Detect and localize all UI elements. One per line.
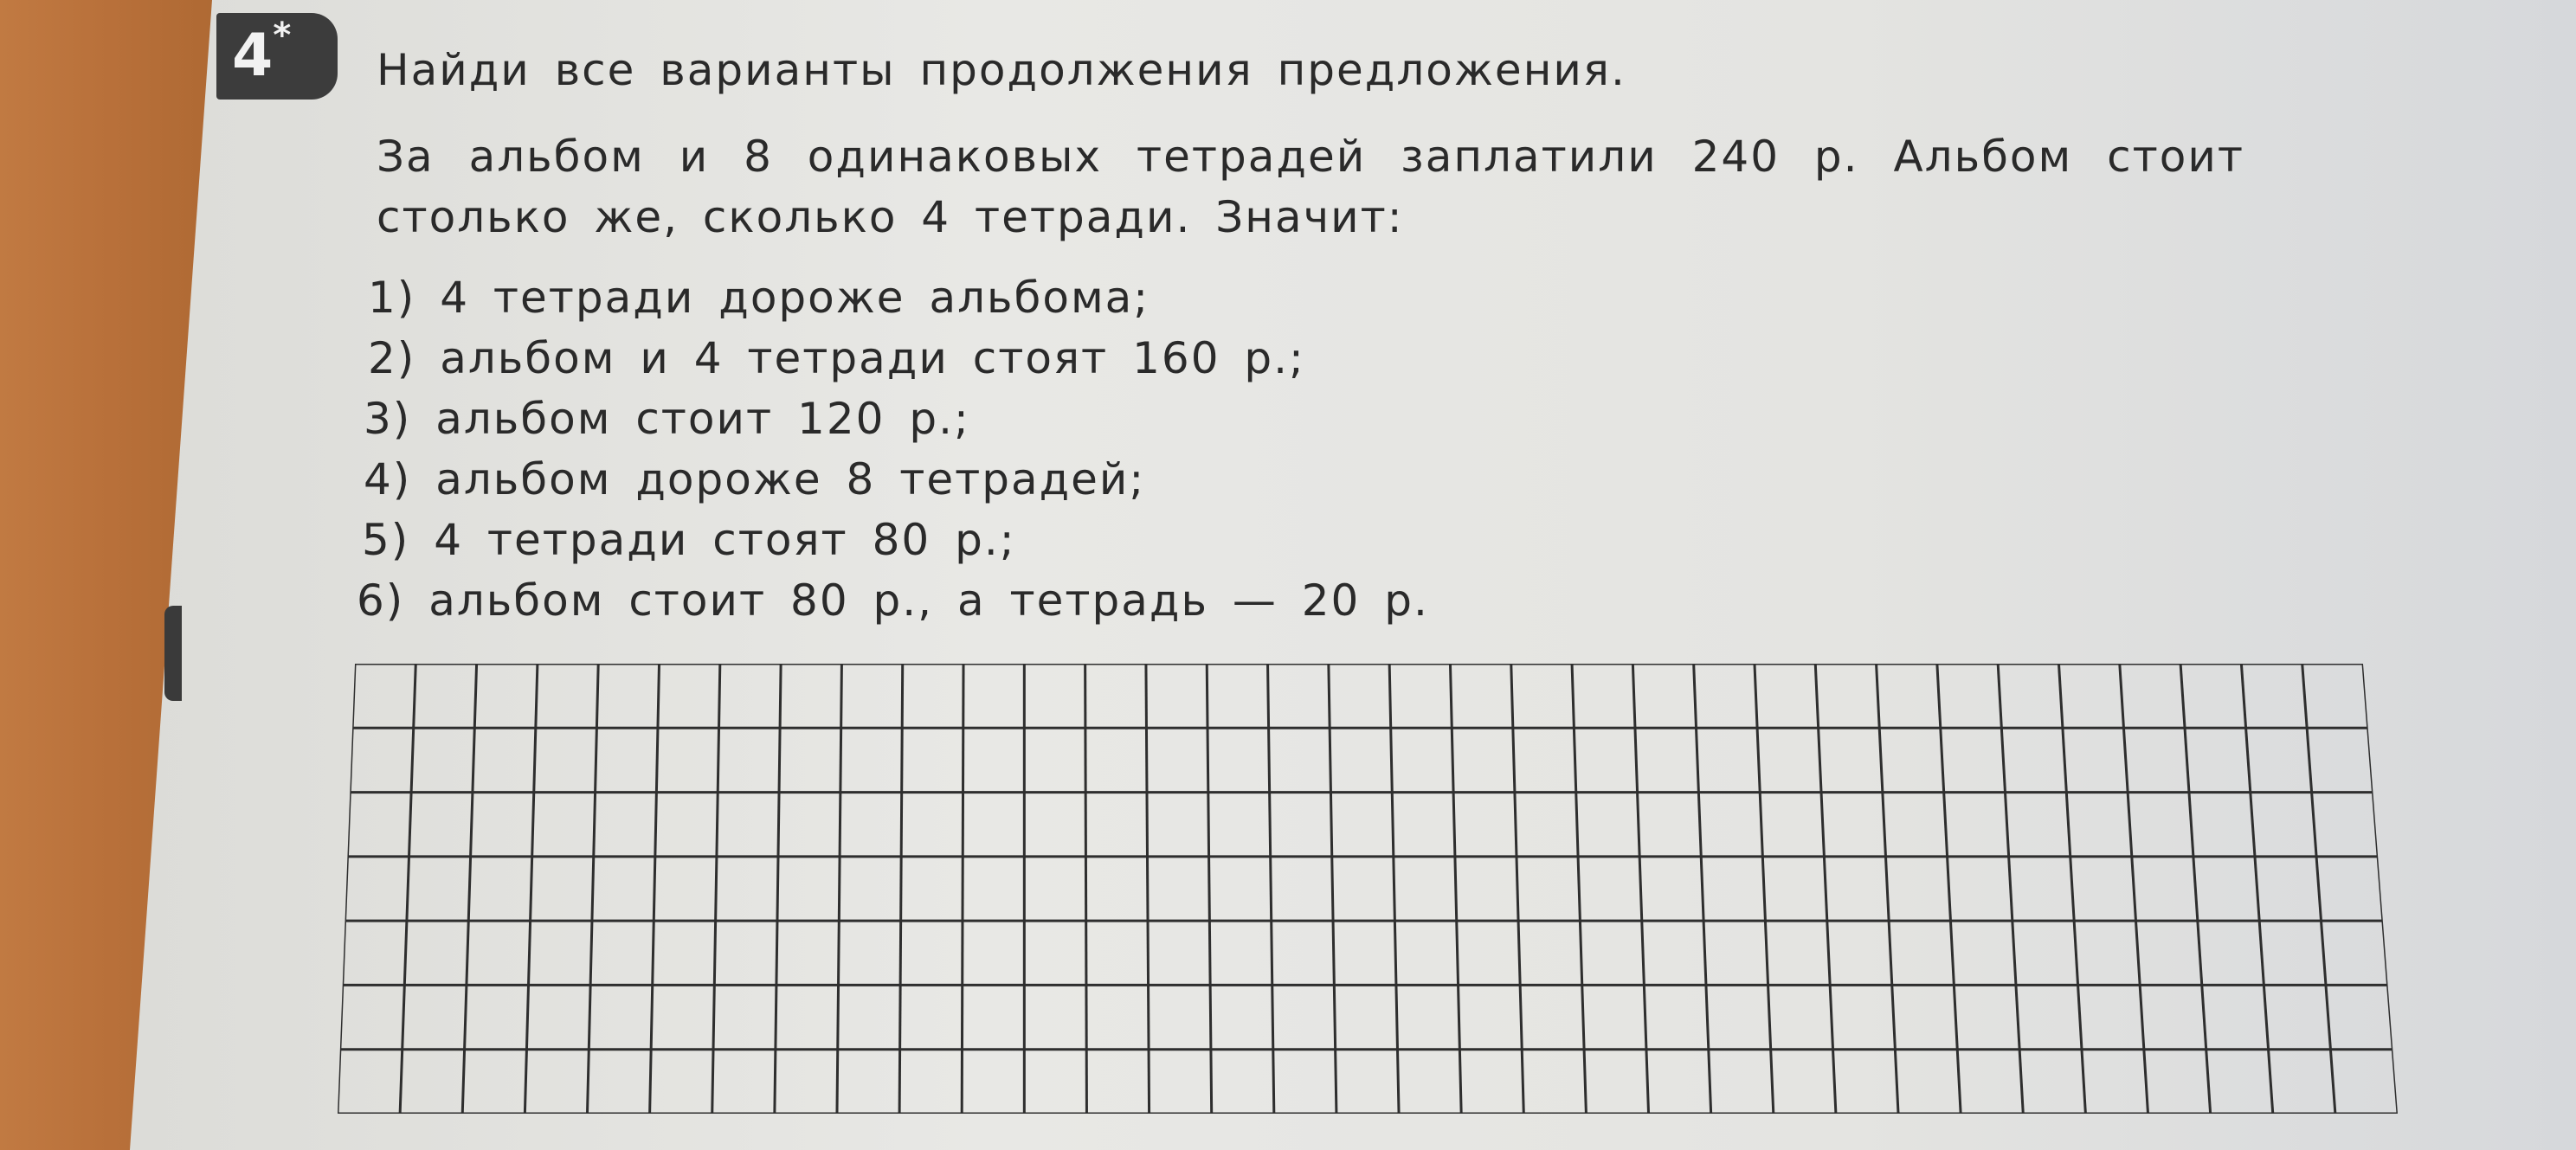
grid-column-line [2302, 664, 2335, 1114]
grid-column-line [2180, 664, 2211, 1114]
grid-column-line [1511, 664, 1524, 1114]
grid-column-line [1877, 664, 1898, 1114]
grid-column-line [2241, 664, 2272, 1114]
grid-column-line [462, 664, 476, 1114]
option-3: 3) альбом стоит 120 р.; [364, 394, 970, 444]
grid-column-line [1389, 664, 1399, 1114]
grid-column-line [1937, 664, 1961, 1114]
grid-column-line [1755, 664, 1774, 1114]
grid-column-line [587, 664, 598, 1114]
task-condition-line-2: столько же, сколько 4 тетради. Значит: [377, 192, 1404, 242]
option-5: 5) 4 тетради стоят 80 р.; [362, 515, 1016, 565]
grid-column-line [1633, 664, 1648, 1114]
grid-column-line [1572, 664, 1586, 1114]
task-heading: Найди все варианты продолжения предложения. [377, 45, 1626, 95]
option-2: 2) альбом и 4 тетради стоят 160 р.; [368, 333, 1305, 383]
grid-column-line [962, 664, 963, 1114]
option-1: 1) 4 тетради дороже альбома; [368, 273, 1150, 323]
grid-column-line [650, 664, 660, 1114]
grid-column-line [1207, 664, 1211, 1114]
grid-column-line [1146, 664, 1150, 1114]
page-edge-marker [164, 606, 182, 701]
grid-column-line [1815, 664, 1836, 1114]
task-condition-line-1: За альбом и 8 одинаковых тетрадей заплатили 240 р. Альбом стоит [377, 132, 2244, 182]
grid-column-line [2120, 664, 2148, 1114]
grid-column-line [712, 664, 720, 1114]
grid-column-line [2058, 664, 2085, 1114]
grid-column-line [1329, 664, 1336, 1114]
grid-column-line [1694, 664, 1711, 1114]
task-star-mark: * [273, 16, 292, 55]
answer-grid[interactable] [338, 664, 2398, 1114]
option-4: 4) альбом дороже 8 тетрадей; [364, 454, 1146, 504]
grid-column-line [899, 664, 903, 1114]
grid-column-line [1450, 664, 1461, 1114]
grid-column-line [1998, 664, 2023, 1114]
option-6: 6) альбом стоит 80 р., а тетрадь — 20 р. [357, 575, 1429, 626]
task-number-badge [216, 13, 338, 100]
grid-column-line [775, 664, 781, 1114]
task-number: 4 [232, 22, 274, 90]
grid-column-line [837, 664, 841, 1114]
grid-column-line [400, 664, 415, 1114]
grid-column-line [1268, 664, 1274, 1114]
grid-column-line [525, 664, 538, 1114]
grid-column-line [1085, 664, 1087, 1114]
